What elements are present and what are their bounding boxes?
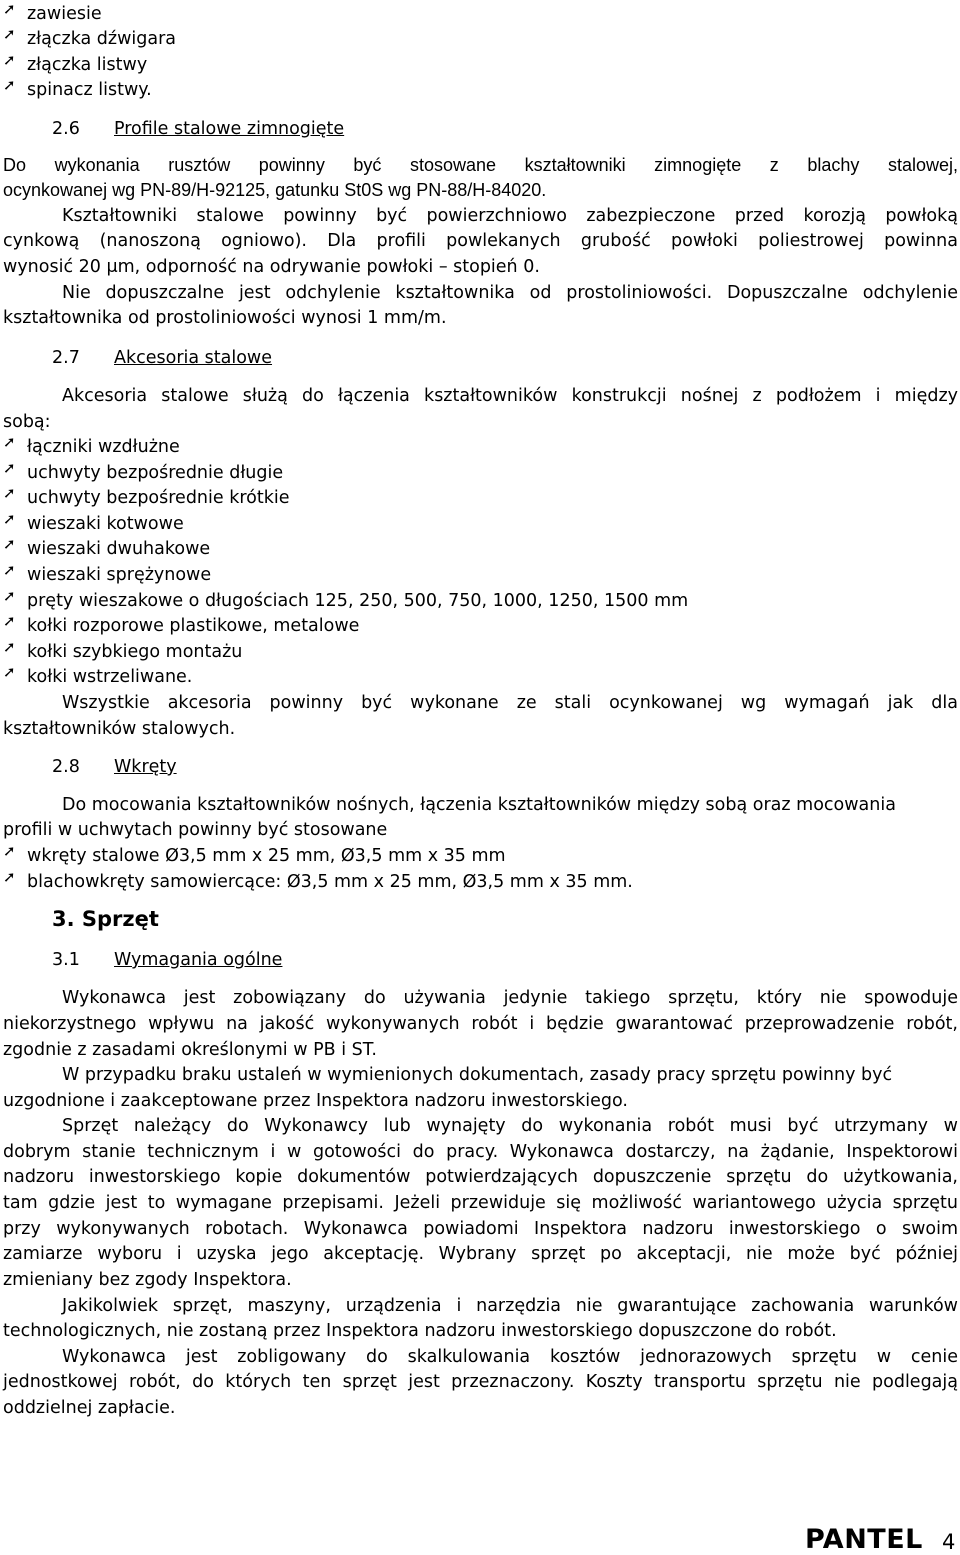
arrow-bullet-icon: ➚	[3, 459, 16, 477]
section-number: 2.7	[52, 348, 80, 368]
paragraph-line: przy wykonywanych robotach. Wykonawca powiadomi Inspektora nadzoru inwestorskiego o swoim	[3, 1219, 958, 1239]
section-heading: Wymagania ogólne	[114, 950, 283, 970]
section-heading: Wkręty	[114, 757, 177, 777]
paragraph-line: nadzoru inwestorskiego kopie dokumentów potwierdzających dopuszczenie sprzętu do użytkowania,	[3, 1167, 958, 1187]
list-item: ➚ zawiesie	[3, 2, 102, 26]
paragraph-line: W przypadku braku ustaleń w wymienionych dokumentach, zasady pracy sprzętu powinny być	[62, 1065, 893, 1085]
paragraph-line: Kształtowniki stalowe powinny być powierzchniowo zabezpieczone przed korozją powłoką	[62, 206, 958, 226]
paragraph-line: Sprzęt należący do Wykonawcy lub wynajęty do wykonania robót musi być utrzymany w	[62, 1116, 958, 1136]
paragraph-line: ocynkowanej wg PN-89/H-92125, gatunku St0S wg PN-88/H-84020.	[3, 180, 547, 200]
paragraph-line: zamiarze wyboru i uzyska jego akceptację. Wybrany sprzęt po akceptacji, nie może być później	[3, 1244, 958, 1264]
section-number: 3.1	[52, 950, 80, 970]
paragraph-line: technologicznych, nie zostaną przez Inspektora nadzoru inwestorskiego dopuszczone do robót.	[3, 1321, 837, 1341]
arrow-bullet-icon: ➚	[3, 868, 16, 886]
arrow-bullet-icon: ➚	[3, 638, 16, 656]
list-item: ➚ uchwyty bezpośrednie krótkie	[3, 486, 290, 510]
list-item: ➚ wieszaki dwuhakowe	[3, 537, 210, 561]
arrow-bullet-icon: ➚	[3, 612, 16, 630]
paragraph-line: tam gdzie jest to wymagane przepisami. Jeżeli przewiduje się możliwość wariantowego użycia sprzętu	[3, 1193, 958, 1213]
arrow-bullet-icon: ➚	[3, 510, 16, 528]
paragraph-line: Wykonawca jest zobligowany do skalkulowania kosztów jednorazowych sprzętu w cenie	[62, 1347, 958, 1367]
paragraph-line: Nie dopuszczalne jest odchylenie kształtownika od prostoliniowości. Dopuszczalne odchylenie	[62, 283, 958, 303]
list-item: ➚ blachowkręty samowiercące: Ø3,5 mm x 25 mm, Ø3,5 mm x 35 mm.	[3, 870, 633, 894]
paragraph-line: sobą:	[3, 412, 51, 432]
paragraph-line: Akcesoria stalowe służą do łączenia kształtowników konstrukcji nośnej z podłożem i między	[62, 386, 958, 406]
list-item: ➚ wieszaki sprężynowe	[3, 563, 211, 587]
arrow-bullet-icon: ➚	[3, 433, 16, 451]
list-item: ➚ złączka listwy	[3, 53, 147, 77]
chapter-heading: 3. Sprzęt	[52, 907, 159, 931]
list-item: ➚ kołki wstrzeliwane.	[3, 665, 192, 689]
section-number: 2.8	[52, 757, 80, 777]
paragraph-line: Jakikolwiek sprzęt, maszyny, urządzenia i narzędzia nie gwarantujące zachowania warunków	[62, 1296, 958, 1316]
arrow-bullet-icon: ➚	[3, 842, 16, 860]
paragraph-line: Do wykonania rusztów powinny być stosowane kształtowniki zimnogięte z blachy stalowej,	[3, 155, 958, 175]
paragraph-line: uzgodnione i zaakceptowane przez Inspektora nadzoru inwestorskiego.	[3, 1091, 628, 1111]
arrow-bullet-icon: ➚	[3, 0, 16, 18]
paragraph-line: Wszystkie akcesoria powinny być wykonane ze stali ocynkowanej wg wymagań jak dla	[62, 693, 958, 713]
list-item: ➚ spinacz listwy.	[3, 78, 152, 102]
arrow-bullet-icon: ➚	[3, 76, 16, 94]
arrow-bullet-icon: ➚	[3, 663, 16, 681]
list-item: ➚ łączniki wzdłużne	[3, 435, 180, 459]
list-item: ➚ pręty wieszakowe o długościach 125, 250, 500, 750, 1000, 1250, 1500 mm	[3, 589, 688, 613]
paragraph-line: dobrym stanie technicznym i w gotowości do pracy. Wykonawca dostarczy, na żądanie, Inspektorowi	[3, 1142, 958, 1162]
arrow-bullet-icon: ➚	[3, 25, 16, 43]
list-item: ➚ wkręty stalowe Ø3,5 mm x 25 mm, Ø3,5 mm x 35 mm	[3, 844, 506, 868]
paragraph-line: kształtownika od prostoliniowości wynosi 1 mm/m.	[3, 308, 447, 328]
arrow-bullet-icon: ➚	[3, 561, 16, 579]
list-item: ➚ kołki szybkiego montażu	[3, 640, 242, 664]
section-heading: Akcesoria stalowe	[114, 348, 273, 368]
page-number: 4	[942, 1530, 956, 1554]
list-item: ➚ wieszaki kotwowe	[3, 512, 184, 536]
paragraph-line: oddzielnej zapłacie.	[3, 1398, 176, 1418]
list-item: ➚ złączka dźwigara	[3, 27, 176, 51]
footer-brand: PANTEL	[805, 1524, 923, 1555]
arrow-bullet-icon: ➚	[3, 587, 16, 605]
paragraph-line: wynosić 20 μm, odporność na odrywanie powłoki – stopień 0.	[3, 257, 540, 277]
paragraph-line: profili w uchwytach powinny być stosowane	[3, 820, 388, 840]
section-number: 2.6	[52, 119, 80, 139]
arrow-bullet-icon: ➚	[3, 535, 16, 553]
paragraph-line: zmieniany bez zgody Inspektora.	[3, 1270, 292, 1290]
paragraph-line: kształtowników stalowych.	[3, 719, 236, 739]
arrow-bullet-icon: ➚	[3, 484, 16, 502]
arrow-bullet-icon: ➚	[3, 51, 16, 69]
paragraph-line: niekorzystnego wpływu na jakość wykonywanych robót i będzie gwarantować przeprowadzenie robót,	[3, 1014, 958, 1034]
paragraph-line: Do mocowania kształtowników nośnych, łączenia kształtowników między sobą oraz mocowania	[62, 795, 896, 815]
list-item: ➚ uchwyty bezpośrednie długie	[3, 461, 283, 485]
paragraph-line: jednostkowej robót, do których ten sprzęt jest przeznaczony. Koszty transportu sprzętu nie podlegają	[3, 1372, 958, 1392]
paragraph-line: Wykonawca jest zobowiązany do używania jedynie takiego sprzętu, który nie spowoduje	[62, 988, 958, 1008]
paragraph-line: cynkową (nanoszoną ogniowo). Dla profili powlekanych grubość powłoki poliestrowej powinna	[3, 231, 958, 251]
section-heading: Profile stalowe zimnogięte	[114, 119, 345, 139]
list-item: ➚ kołki rozporowe plastikowe, metalowe	[3, 614, 359, 638]
paragraph-line: zgodnie z zasadami określonymi w PB i ST.	[3, 1040, 377, 1060]
